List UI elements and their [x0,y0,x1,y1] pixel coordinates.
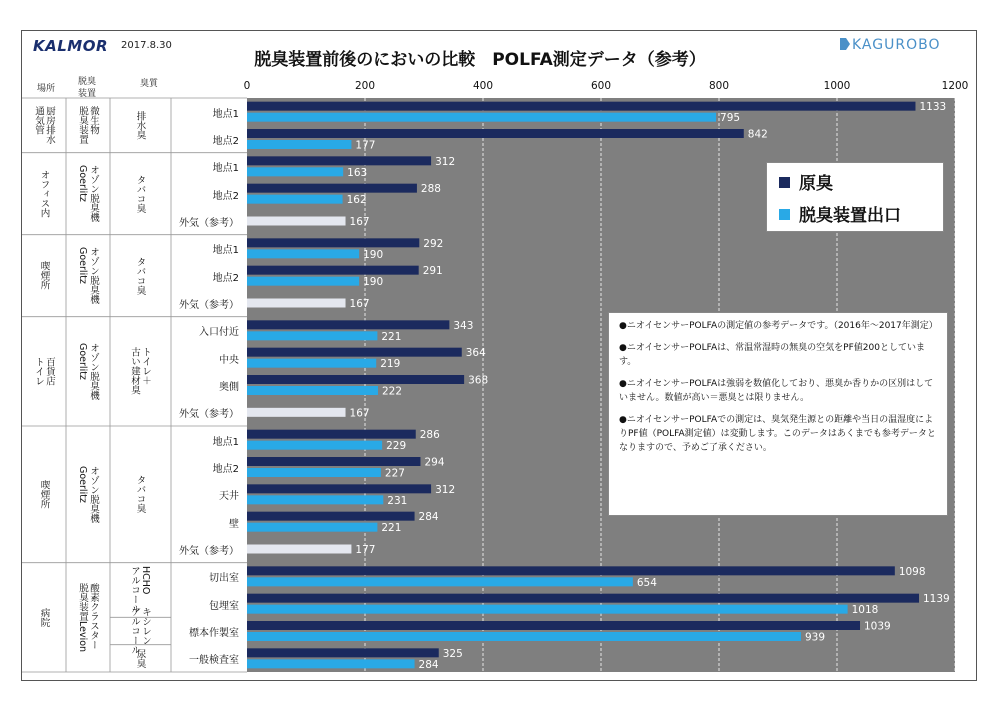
row-label: 標本作製室 [189,628,239,639]
group-place-label: オフィス内 [38,169,50,218]
x-tick-label: 1200 [941,80,969,92]
group-odor-sub-label: HCHO アルコール [129,566,151,614]
bar-raw [247,266,419,275]
row-label: 地点2 [212,190,239,202]
group-device-label: オゾン脱臭機 Goerlitz [77,165,99,223]
bar-outlet [247,605,848,614]
chart-title: 脱臭装置前後のにおいの比較 POLFA測定データ（参考） [254,50,706,70]
bar-outlet [247,659,415,668]
bar-outside [247,545,351,554]
group-odor-label: トイレ＋ 古い建材臭 [129,347,151,395]
bar-outlet-value-label: 795 [720,112,741,125]
group-device-label: オゾン脱臭機 Goerlitz [77,247,99,305]
bar-raw-value-label: 842 [747,128,768,141]
bar-raw-value-label: 1098 [898,565,926,578]
bar-outlet-value-label: 190 [363,276,384,289]
row-label: 中央 [219,354,239,366]
bar-outlet-value-label: 177 [355,139,376,152]
bar-outlet-value-label: 229 [386,440,407,453]
bar-raw [247,375,464,384]
bar-outlet [247,277,359,286]
bar-outlet [247,495,383,504]
bar-outlet-value-label: 227 [384,467,405,480]
bar-raw-value-label: 294 [424,456,445,469]
bar-outside-value-label: 167 [349,298,370,310]
date-label: 2017.8.30 [121,40,172,51]
bar-outlet-value-label: 163 [347,166,368,179]
row-label: 外気（参考） [179,300,239,311]
bar-raw [247,594,919,603]
group-device-label: 酸素クラスター 脱臭装置Levion [77,582,99,652]
bar-outside-value-label: 177 [355,544,376,556]
note-3: ●ニオイセンサーPOLFAは強弱を数値化しており、悪臭か香りかの区別はしていません。数値が高い＝悪臭とは限りません。 [619,379,934,403]
bar-raw-value-label: 312 [435,155,456,168]
bar-raw [247,648,439,657]
bar-raw [247,457,420,466]
bar-raw [247,320,449,329]
bar-raw-value-label: 1139 [923,593,950,606]
bar-outlet [247,441,382,450]
row-label: 地点1 [212,163,239,175]
row-label: 一般検査室 [189,655,239,667]
bar-raw-value-label: 1039 [864,620,891,633]
row-label: 地点2 [212,464,239,475]
legend [766,162,944,232]
bar-outlet [247,249,359,258]
group-device-label: オゾン脱臭機 Goerlitz [77,342,99,400]
bar-outside [247,299,346,308]
row-label: 壁 [229,518,239,530]
bar-raw [247,184,417,193]
group-odor-label: タバコ臭 [134,174,146,213]
bar-raw [247,484,431,493]
row-label: 入口付近 [199,327,239,339]
bar-raw-value-label: 312 [435,483,456,496]
legend-item-outlet [779,201,901,226]
note-2: ●ニオイセンサーPOLFAは、常温常湿時の無臭の空気をPF値200としています。 [619,343,925,367]
bar-raw [247,621,860,630]
bar-outlet-value-label: 939 [805,631,826,644]
bar-raw [247,566,895,575]
group-place-label: 百貨店 トイレ [33,356,55,386]
group-device-label: 微生物 脱臭装置 [77,106,99,145]
legend-item-raw [779,169,833,194]
row-label: 地点2 [212,272,239,284]
group-odor-label: タバコ臭 [134,256,146,295]
bar-raw [247,102,915,111]
bar-outlet [247,577,633,586]
row-label: 奥側 [219,382,239,393]
row-label: 天井 [219,491,239,503]
row-label: 地点1 [212,436,239,448]
bar-outside-value-label: 167 [349,407,370,420]
bar-raw [247,129,744,138]
bar-raw [247,430,416,439]
bar-raw-value-label: 286 [419,429,440,442]
bar-outlet [247,523,377,532]
bar-outlet-value-label: 190 [363,248,384,261]
group-place-label: 病院 [38,607,50,627]
bar-outlet [247,331,377,340]
group-odor-label: タバコ臭 [134,475,146,514]
kalmor-logo: KALMOR [33,37,109,55]
row-label: 地点1 [212,108,239,120]
row-label: 地点2 [212,136,239,147]
bar-outlet-value-label: 284 [418,658,439,671]
bar-raw-value-label: 368 [468,374,489,387]
kagurobo-logo-text: KAGUROBO [852,37,941,53]
group-device-label: オゾン脱臭機 Goerlitz [77,465,99,523]
bar-outside [247,408,346,417]
bar-outlet-value-label: 1018 [851,604,879,617]
bar-outside [247,217,346,226]
bar-outlet-value-label: 219 [380,358,401,371]
bar-outlet [247,195,343,204]
bar-outlet [247,632,801,641]
note-1: ●ニオイセンサーPOLFAの測定値の参考データです。（2016年～2017年測定） [619,321,938,331]
bar-outlet-value-label: 222 [381,385,403,398]
row-label: 切出室 [209,573,239,585]
group-odor-label: 排水臭 [134,110,146,140]
bar-outlet-value-label: 221 [381,522,402,535]
x-tick-label: 600 [590,80,612,92]
bar-outlet-value-label: 221 [381,330,402,343]
bar-raw-value-label: 292 [423,237,444,250]
group-place-label: 厨房排水 通気管 [33,106,55,145]
group-odor-sub-label: 尿臭 [134,648,146,668]
bar-raw [247,156,431,165]
group-place-label: 喫煙所 [38,261,50,290]
bar-outlet [247,359,376,368]
bar-raw-value-label: 284 [418,511,439,524]
legend-swatch-outlet [779,209,790,220]
x-tick-label: 1000 [823,80,851,92]
bar-outlet [247,113,716,122]
x-tick-label: 800 [708,80,730,92]
bar-raw-value-label: 325 [442,647,463,660]
row-label: 外気（参考） [179,409,239,421]
column-header-device: 脱臭 装置 [77,77,96,99]
bar-raw-value-label: 343 [453,319,474,332]
x-tick-label: 200 [354,80,376,92]
x-tick-label: 0 [243,80,251,92]
bar-raw-value-label: 291 [422,265,443,278]
bar-raw-value-label: 288 [420,183,441,196]
bar-raw [247,348,462,357]
bar-outside-value-label: 167 [349,216,370,228]
bar-outlet-value-label: 162 [346,194,367,207]
legend-label-outlet: 脱臭装置出口 [799,206,901,226]
bar-outlet [247,167,343,176]
group-place-label: 喫煙所 [38,479,50,509]
notes-box [608,312,948,516]
row-label: 包埋室 [209,600,239,612]
bar-outlet [247,140,351,149]
column-header-odor: 臭質 [139,79,158,89]
x-tick-label: 400 [472,80,494,92]
bar-raw-value-label: 1133 [919,101,947,114]
bar-raw [247,238,419,247]
bar-outlet [247,386,378,395]
group-odor-sub-label: キシレン アルコール [129,607,151,655]
note-4: ●ニオイセンサーPOLFAでの測定は、臭気発生源との距離や当日の温湿度によりPF値（POLFA測定値）は変動します。このデータはあくまでも参考データとなりますので、予めご了承ください。 [619,415,936,453]
bar-raw [247,512,415,521]
bar-raw-value-label: 364 [465,347,486,360]
legend-label-raw: 原臭 [799,174,833,194]
legend-swatch-raw [779,177,790,188]
bar-outlet [247,468,381,477]
row-label: 外気（参考） [179,546,239,557]
bar-outlet-value-label: 231 [387,494,408,507]
bar-outlet-value-label: 654 [636,576,657,589]
row-label: 地点1 [212,245,239,257]
row-label: 外気（参考） [179,218,239,229]
column-header-place: 場所 [36,84,55,94]
